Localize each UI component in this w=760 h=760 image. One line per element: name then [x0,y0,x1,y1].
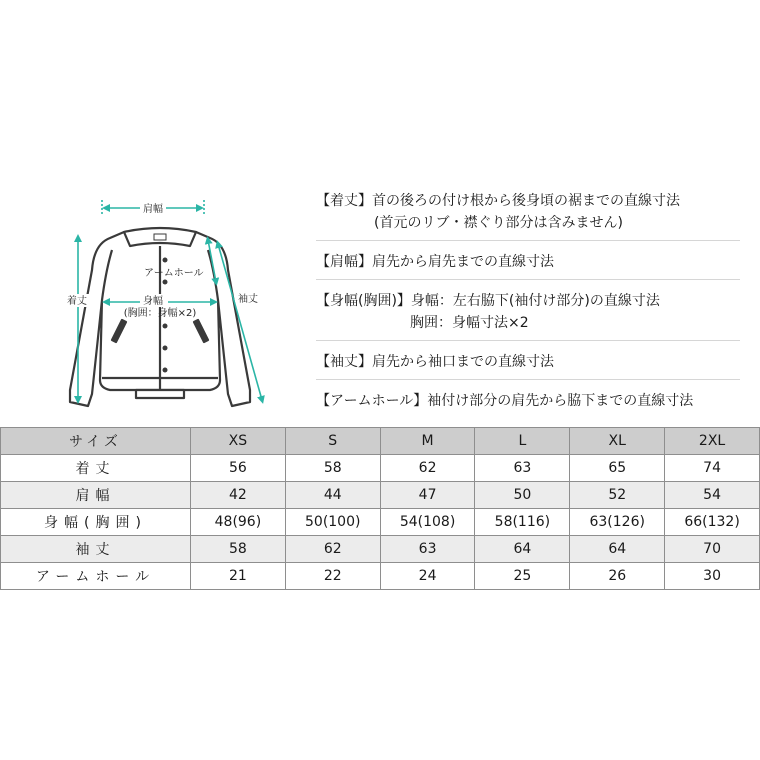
table-header-cell: L [475,428,570,455]
table-cell: 54 [665,482,760,509]
table-row [1,509,760,536]
table-row [1,536,760,563]
note-shoulder [316,251,740,280]
note-chest [316,290,740,341]
table-header-cell: XS [191,428,286,455]
armhole-label: アームホール [144,268,204,279]
length-label: 着丈 [67,296,87,307]
table-cell: 50 [475,482,570,509]
chest-label: 身幅 [143,296,163,307]
note-length [316,190,740,241]
table-cell: 62 [380,455,475,482]
note-line: 【袖丈】肩先から袖口までの直線寸法 [316,354,554,370]
table-header-cell: M [380,428,475,455]
table-cell: 56 [191,455,286,482]
table-cell: 52 [570,482,665,509]
table-header-cell: サイズ [1,428,191,455]
table-cell: 63 [475,455,570,482]
row-label: アームホール [1,563,191,590]
chest-sub-label: (胸囲：身幅×2) [123,308,197,319]
note-armhole [316,390,740,418]
table-cell: 30 [665,563,760,590]
table-cell: 62 [285,536,380,563]
table-cell: 58 [285,455,380,482]
table-header-cell: XL [570,428,665,455]
table-cell: 42 [191,482,286,509]
note-line: 【アームホール】袖付け部分の肩先から脇下までの直線寸法 [316,393,694,409]
table-cell: 47 [380,482,475,509]
note-line: 【着丈】首の後ろの付け根から後身頃の裾までの直線寸法 [316,193,680,209]
table-cell: 63 [380,536,475,563]
note-sleeve [316,351,740,380]
table-cell: 64 [475,536,570,563]
table-cell: 58(116) [475,509,570,536]
table-cell: 25 [475,563,570,590]
note-line: (首元のリブ・襟ぐり部分は含みません) [374,215,623,231]
table-row [1,563,760,590]
table-cell: 64 [570,536,665,563]
note-line: 【身幅(胸囲)】身幅：左右脇下(袖付け部分)の直線寸法 [316,293,660,309]
table-cell: 54(108) [380,509,475,536]
table-cell: 48(96) [191,509,286,536]
sleeve-label: 袖丈 [238,294,258,305]
jacket-diagram [40,190,300,420]
row-label: 身幅(胸囲) [1,509,191,536]
table-row [1,482,760,509]
table-cell: 24 [380,563,475,590]
table-cell: 58 [191,536,286,563]
table-cell: 50(100) [285,509,380,536]
table-header-cell: 2XL [665,428,760,455]
row-label: 着丈 [1,455,191,482]
table-header-cell: S [285,428,380,455]
table-header-row [1,428,760,455]
table-cell: 66(132) [665,509,760,536]
table-cell: 22 [285,563,380,590]
table-cell: 21 [191,563,286,590]
note-line: 【肩幅】肩先から肩先までの直線寸法 [316,254,554,270]
table-cell: 74 [665,455,760,482]
table-cell: 65 [570,455,665,482]
table-row [1,455,760,482]
size-table [0,427,760,590]
row-label: 肩幅 [1,482,191,509]
note-line: 胸囲：身幅寸法×2 [410,315,529,331]
table-cell: 44 [285,482,380,509]
row-label: 袖丈 [1,536,191,563]
measurement-notes [316,190,740,428]
table-cell: 26 [570,563,665,590]
table-cell: 63(126) [570,509,665,536]
shoulder-label: 肩幅 [143,204,163,215]
table-cell: 70 [665,536,760,563]
